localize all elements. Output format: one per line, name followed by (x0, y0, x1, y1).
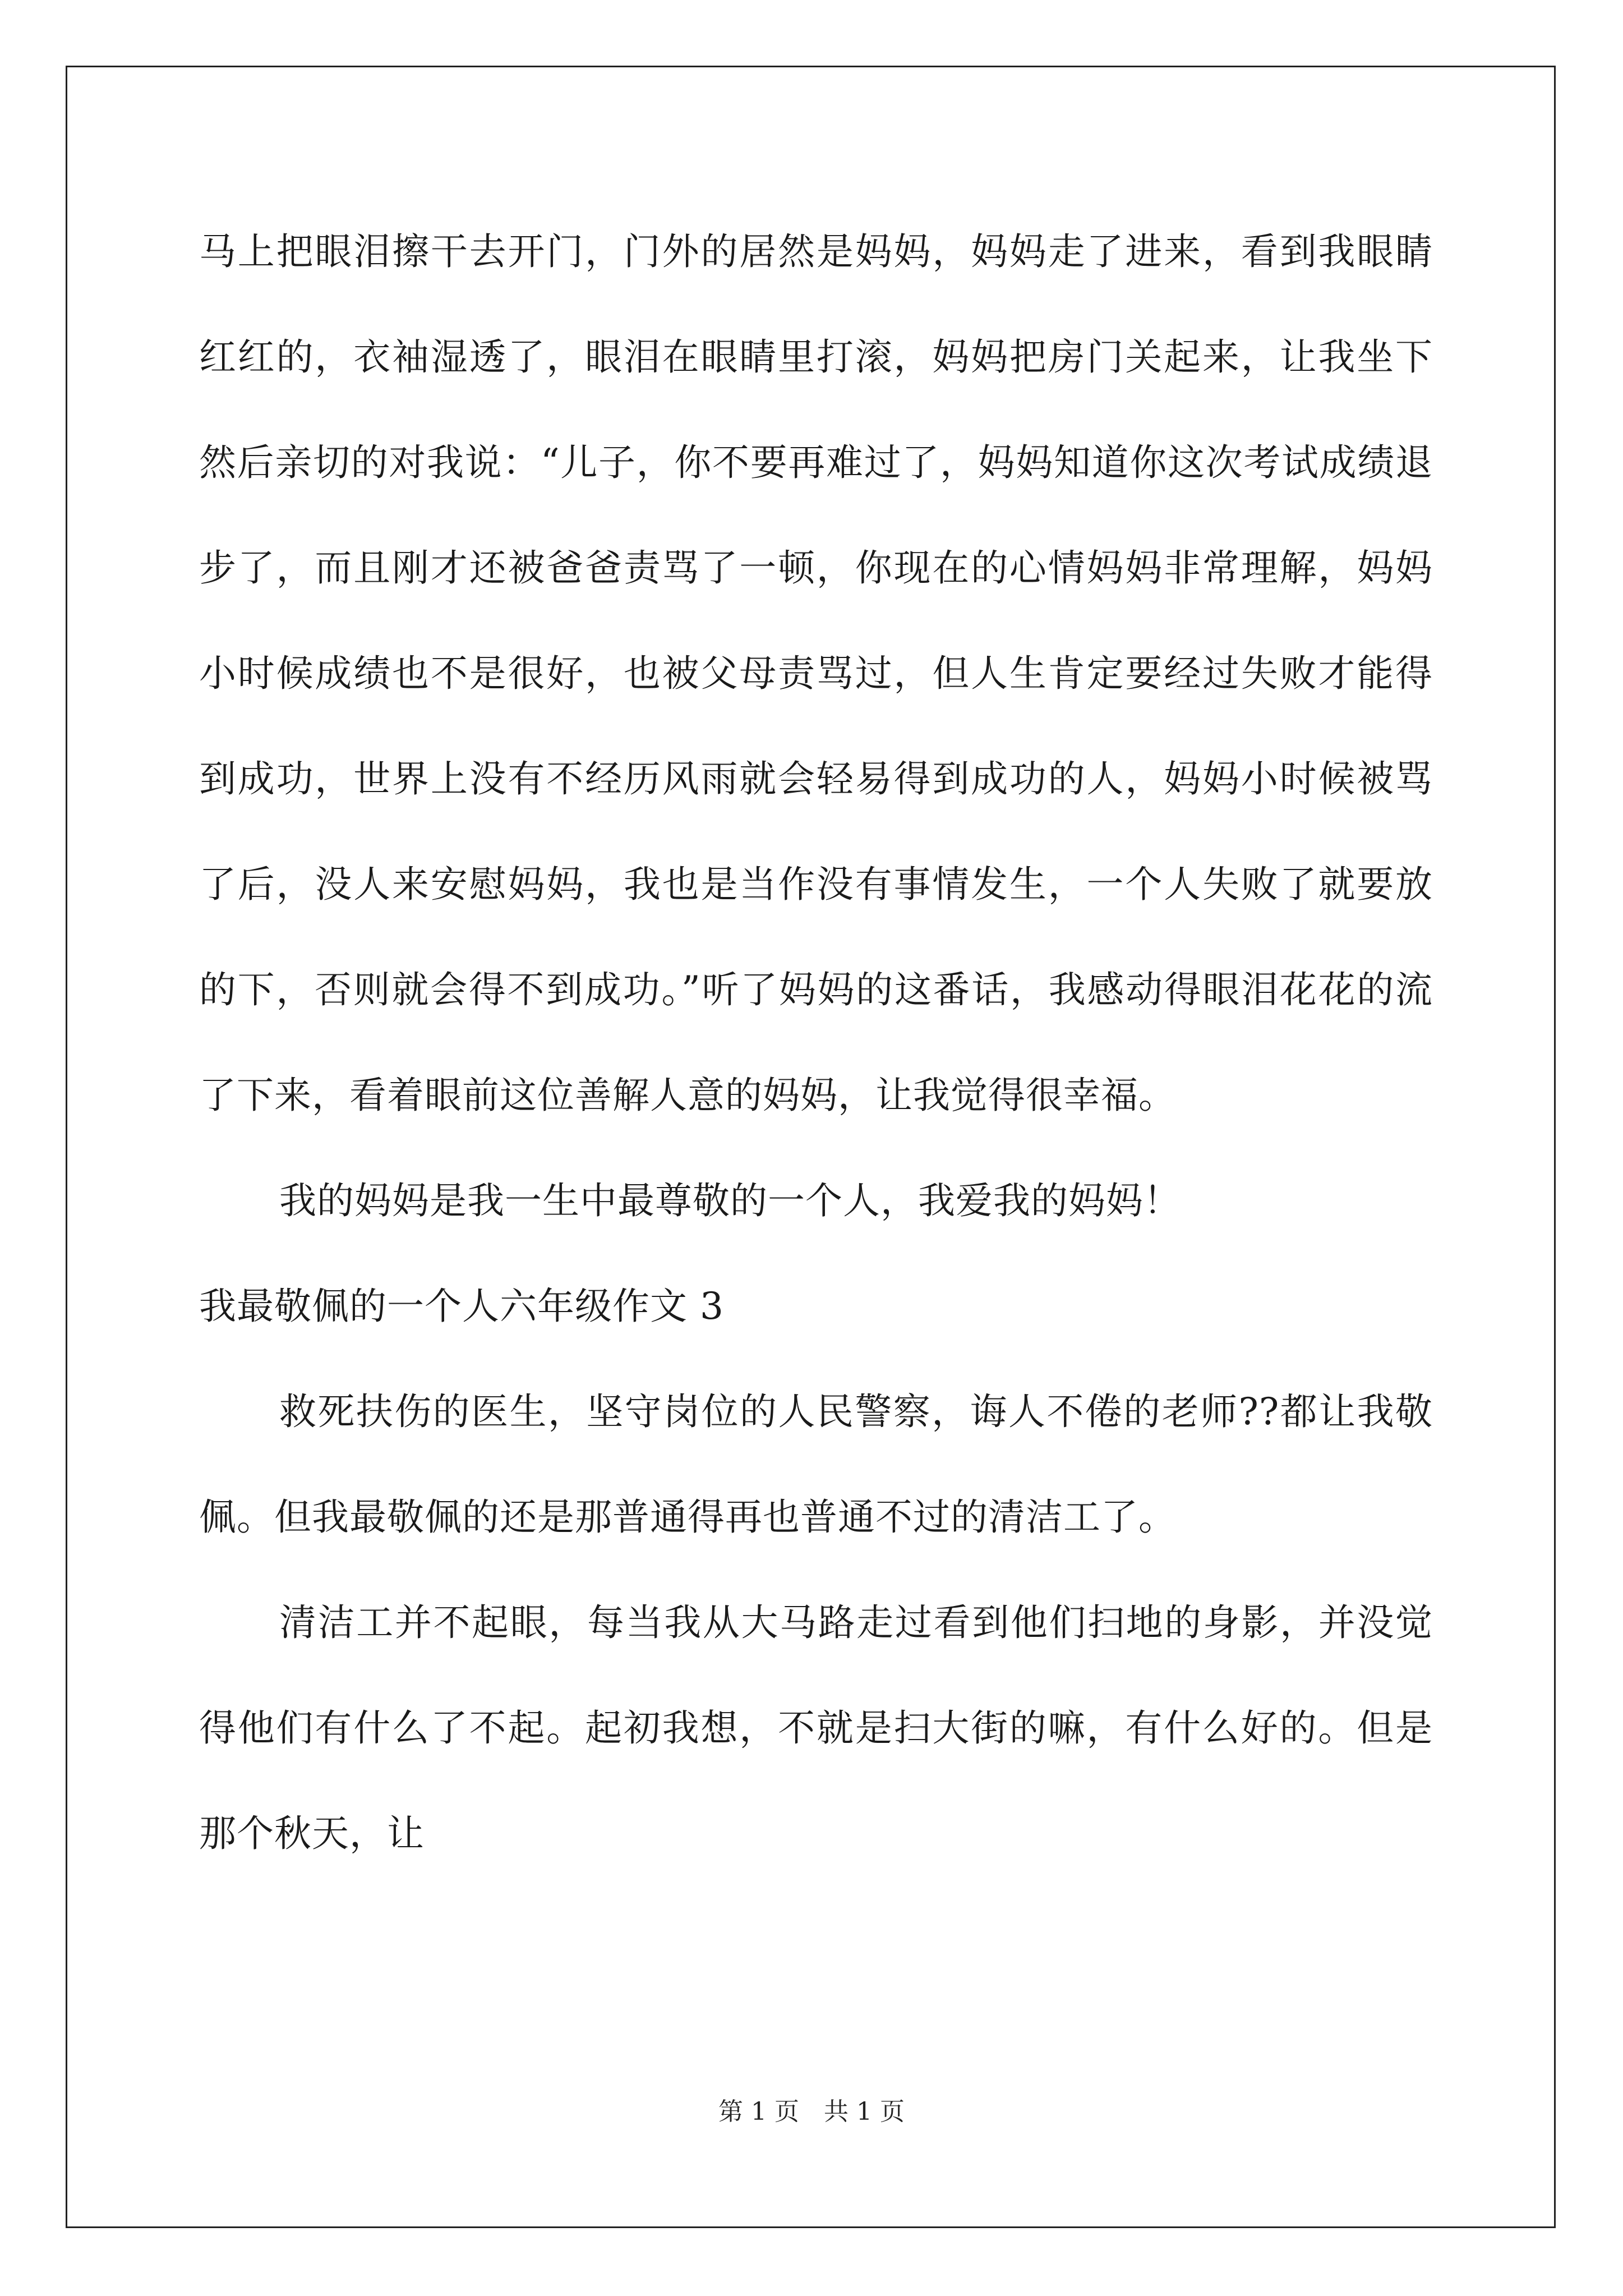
paragraph-1: 马上把眼泪擦干去开门，门外的居然是妈妈，妈妈走了进来，看到我眼睛红红的，衣袖湿透了，眼泪在眼睛里打滚，妈妈把房门关起来，让我坐下然后亲切的对我说：“儿子，你不要再难过了，妈妈知道你这次考试成绩退步了，而且刚才还被爸爸责骂了一顿，你现在的心情妈妈非常理解，妈妈小时候成绩也不是很好，也被父母责骂过，但人生肯定要经过失败才能得到成功，世界上没有不经历风雨就会轻易得到成功的人，妈妈小时候被骂了后，没人来安慰妈妈，我也是当作没有事情发生，一个人失败了就要放的下，否则就会得不到成功。”听了妈妈的这番话，我感动得眼泪花花的流了下来，看着眼前这位善解人意的妈妈，让我觉得很幸福。 (199, 230, 1433, 1117)
page-footer (0, 2095, 1623, 2129)
paragraph-2: 我的妈妈是我一生中最尊敬的一个人，我爱我的妈妈！ (279, 1179, 1181, 1222)
section-heading: 我最敬佩的一个人六年级作文 3 (199, 1285, 724, 1328)
page-number: 第 1 页 (718, 2097, 799, 2126)
paragraph-3: 救死扶伤的医生，坚守岗位的人民警察，诲人不倦的老师??都让我敬佩。但我最敬佩的还是那普通得再也普通不过的清洁工了。 (199, 1390, 1433, 1539)
document-body (199, 199, 1433, 1887)
paragraph-4: 清洁工并不起眼，每当我从大马路走过看到他们扫地的身影，并没觉得他们有什么了不起。起初我想，不就是扫大街的嘛，有什么好的。但是那个秋天，让 (199, 1601, 1433, 1855)
page-total: 共 1 页 (824, 2097, 905, 2126)
